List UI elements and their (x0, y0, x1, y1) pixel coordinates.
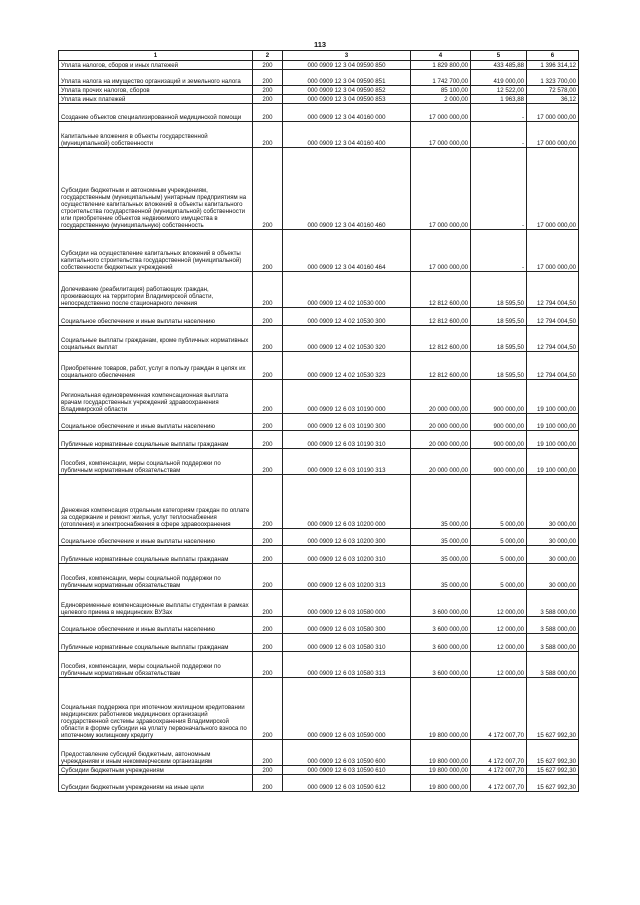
row-approved-amount: 12 812 600,00 (411, 352, 471, 380)
row-admin-code: 200 (253, 230, 283, 272)
row-budget-code: 000 0909 12 6 03 10580 313 (283, 652, 411, 678)
row-budget-code: 000 0909 12 6 03 10200 000 (283, 475, 411, 529)
table-row (59, 546, 579, 564)
table-row (59, 564, 579, 590)
row-executed-amount: 5 000,00 (471, 546, 527, 564)
row-executed-amount: - (471, 230, 527, 272)
row-budget-code: 000 0909 12 3 04 09590 853 (283, 95, 411, 104)
row-executed-amount: - (471, 104, 527, 122)
row-name: Социальное обеспечение и иные выплаты населению (59, 308, 253, 326)
row-unexecuted-amount: 30 000,00 (527, 564, 579, 590)
row-budget-code: 000 0909 12 6 03 10190 310 (283, 431, 411, 449)
row-unexecuted-amount: 3 588 000,00 (527, 634, 579, 652)
row-budget-code: 000 0909 12 6 03 10590 600 (283, 740, 411, 766)
row-budget-code: 000 0909 12 6 03 10190 000 (283, 380, 411, 414)
row-unexecuted-amount: 19 100 000,00 (527, 449, 579, 475)
row-admin-code: 200 (253, 95, 283, 104)
table-row (59, 529, 579, 546)
table-row (59, 86, 579, 95)
row-name: Пособия, компенсации, меры социальной поддержки по публичным нормативным обязательствам (59, 449, 253, 475)
row-approved-amount: 1 742 700,00 (411, 70, 471, 86)
row-admin-code: 200 (253, 564, 283, 590)
row-admin-code: 200 (253, 678, 283, 740)
row-name: Субсидии бюджетным учреждениям на иные цели (59, 775, 253, 792)
row-executed-amount: 4 172 007,70 (471, 775, 527, 792)
row-approved-amount: 12 812 600,00 (411, 308, 471, 326)
row-unexecuted-amount: 1 323 700,00 (527, 70, 579, 86)
table-row (59, 431, 579, 449)
table-row (59, 326, 579, 352)
row-unexecuted-amount: 1 396 314,12 (527, 61, 579, 70)
table-row (59, 148, 579, 230)
table-row (59, 414, 579, 431)
row-approved-amount: 2 000,00 (411, 95, 471, 104)
row-executed-amount: 12 000,00 (471, 617, 527, 634)
table-row (59, 590, 579, 617)
row-approved-amount: 85 100,00 (411, 86, 471, 95)
row-approved-amount: 19 800 000,00 (411, 740, 471, 766)
row-approved-amount: 20 000 000,00 (411, 414, 471, 431)
row-admin-code: 200 (253, 380, 283, 414)
row-executed-amount: 433 485,88 (471, 61, 527, 70)
column-header: 2 (253, 51, 283, 61)
row-name: Социальная поддержка при ипотечном жилищном кредитовании медицинских работников медицинских организаций государственной системы здравоохранения Владимирской области в форме субсидии на уплату первоначального взноса по ипотечному жилищному кредиту (59, 678, 253, 740)
row-name: Публичные нормативные социальные выплаты гражданам (59, 546, 253, 564)
row-executed-amount: 12 000,00 (471, 590, 527, 617)
row-admin-code: 200 (253, 326, 283, 352)
row-approved-amount: 1 829 800,00 (411, 61, 471, 70)
row-unexecuted-amount: 30 000,00 (527, 529, 579, 546)
row-approved-amount: 35 000,00 (411, 475, 471, 529)
row-name: Единовременные компенсационные выплаты студентам в рамках целевого приема в медицинских ВУЗах (59, 590, 253, 617)
row-unexecuted-amount: 15 627 992,30 (527, 775, 579, 792)
row-budget-code: 000 0909 12 6 03 10200 310 (283, 546, 411, 564)
row-budget-code: 000 0909 12 3 04 09590 850 (283, 61, 411, 70)
row-unexecuted-amount: 3 588 000,00 (527, 617, 579, 634)
row-approved-amount: 19 800 000,00 (411, 678, 471, 740)
table-row (59, 380, 579, 414)
row-name: Уплата налога на имущество организаций и земельного налога (59, 70, 253, 86)
row-approved-amount: 20 000 000,00 (411, 380, 471, 414)
row-unexecuted-amount: 15 627 992,30 (527, 766, 579, 775)
row-executed-amount: 18 595,50 (471, 308, 527, 326)
row-unexecuted-amount: 15 627 992,30 (527, 678, 579, 740)
table-row (59, 352, 579, 380)
row-admin-code: 200 (253, 766, 283, 775)
table-row (59, 61, 579, 70)
row-name: Социальное обеспечение и иные выплаты населению (59, 529, 253, 546)
row-admin-code: 200 (253, 775, 283, 792)
row-executed-amount: 5 000,00 (471, 475, 527, 529)
row-approved-amount: 20 000 000,00 (411, 449, 471, 475)
row-budget-code: 000 0909 12 6 03 10190 313 (283, 449, 411, 475)
row-unexecuted-amount: 15 627 992,30 (527, 740, 579, 766)
row-budget-code: 000 0909 12 4 02 10530 300 (283, 308, 411, 326)
row-name: Приобретение товаров, работ, услуг в пользу граждан в целях их социального обеспечения (59, 352, 253, 380)
row-admin-code: 200 (253, 617, 283, 634)
table-row (59, 70, 579, 86)
row-admin-code: 200 (253, 272, 283, 308)
row-approved-amount: 35 000,00 (411, 564, 471, 590)
row-budget-code: 000 0909 12 3 04 40160 460 (283, 148, 411, 230)
row-executed-amount: 4 172 007,70 (471, 678, 527, 740)
row-unexecuted-amount: 12 794 004,50 (527, 352, 579, 380)
row-name: Социальное обеспечение и иные выплаты населению (59, 617, 253, 634)
row-approved-amount: 17 000 000,00 (411, 104, 471, 122)
row-admin-code: 200 (253, 70, 283, 86)
column-header: 3 (283, 51, 411, 61)
row-approved-amount: 12 812 600,00 (411, 326, 471, 352)
row-name: Капитальные вложения в объекты государственной (муниципальной) собственности (59, 122, 253, 148)
row-approved-amount: 3 600 000,00 (411, 590, 471, 617)
row-executed-amount: 12 522,00 (471, 86, 527, 95)
row-budget-code: 000 0909 12 3 04 40160 464 (283, 230, 411, 272)
row-executed-amount: 12 000,00 (471, 634, 527, 652)
row-budget-code: 000 0909 12 3 04 40160 400 (283, 122, 411, 148)
table-row (59, 95, 579, 104)
row-approved-amount: 3 600 000,00 (411, 652, 471, 678)
row-approved-amount: 12 812 600,00 (411, 272, 471, 308)
row-unexecuted-amount: 17 000 000,00 (527, 230, 579, 272)
row-approved-amount: 35 000,00 (411, 529, 471, 546)
row-name: Уплата иных платежей (59, 95, 253, 104)
row-name: Уплата налогов, сборов и иных платежей (59, 61, 253, 70)
table-row (59, 475, 579, 529)
row-executed-amount: 12 000,00 (471, 652, 527, 678)
row-unexecuted-amount: 30 000,00 (527, 475, 579, 529)
row-approved-amount: 35 000,00 (411, 546, 471, 564)
row-budget-code: 000 0909 12 6 03 10590 610 (283, 766, 411, 775)
row-executed-amount: 900 000,00 (471, 380, 527, 414)
row-unexecuted-amount: 19 100 000,00 (527, 431, 579, 449)
row-executed-amount: 4 172 007,70 (471, 766, 527, 775)
page-number: 113 (313, 40, 327, 49)
row-approved-amount: 3 600 000,00 (411, 617, 471, 634)
row-name: Публичные нормативные социальные выплаты гражданам (59, 634, 253, 652)
row-budget-code: 000 0909 12 4 02 10530 000 (283, 272, 411, 308)
row-name: Социальные выплаты гражданам, кроме публичных нормативных социальных выплат (59, 326, 253, 352)
row-unexecuted-amount: 12 794 004,50 (527, 272, 579, 308)
row-executed-amount: 18 595,50 (471, 326, 527, 352)
row-executed-amount: 18 595,50 (471, 352, 527, 380)
row-name: Пособия, компенсации, меры социальной поддержки по публичным нормативным обязательствам (59, 652, 253, 678)
column-header: 1 (59, 51, 253, 61)
row-executed-amount: 18 595,50 (471, 272, 527, 308)
table-row (59, 634, 579, 652)
table-row (59, 766, 579, 775)
row-executed-amount: 900 000,00 (471, 431, 527, 449)
budget-table (58, 50, 579, 792)
row-approved-amount: 19 800 000,00 (411, 775, 471, 792)
row-executed-amount: 4 172 007,70 (471, 740, 527, 766)
row-unexecuted-amount: 3 588 000,00 (527, 652, 579, 678)
row-unexecuted-amount: 17 000 000,00 (527, 122, 579, 148)
row-admin-code: 200 (253, 104, 283, 122)
table-row (59, 449, 579, 475)
row-admin-code: 200 (253, 61, 283, 70)
row-admin-code: 200 (253, 740, 283, 766)
row-name: Предоставление субсидий бюджетным, автономным учреждениям и иным некоммерческим организациям (59, 740, 253, 766)
row-admin-code: 200 (253, 449, 283, 475)
row-name: Субсидии бюджетным учреждениям (59, 766, 253, 775)
row-approved-amount: 17 000 000,00 (411, 148, 471, 230)
column-number-row (59, 51, 579, 61)
row-name: Уплата прочих налогов, сборов (59, 86, 253, 95)
row-budget-code: 000 0909 12 6 03 10580 000 (283, 590, 411, 617)
table-row (59, 230, 579, 272)
table-row (59, 652, 579, 678)
row-unexecuted-amount: 30 000,00 (527, 546, 579, 564)
row-name: Социальное обеспечение и иные выплаты населению (59, 414, 253, 431)
row-budget-code: 000 0909 12 6 03 10580 300 (283, 617, 411, 634)
row-unexecuted-amount: 17 000 000,00 (527, 104, 579, 122)
table-row (59, 775, 579, 792)
row-executed-amount: - (471, 148, 527, 230)
row-admin-code: 200 (253, 352, 283, 380)
row-budget-code: 000 0909 12 3 04 09590 852 (283, 86, 411, 95)
row-budget-code: 000 0909 12 4 02 10530 320 (283, 326, 411, 352)
row-admin-code: 200 (253, 86, 283, 95)
row-approved-amount: 3 600 000,00 (411, 634, 471, 652)
row-budget-code: 000 0909 12 6 03 10200 313 (283, 564, 411, 590)
row-name: Региональная единовременная компенсационная выплата врачам государственных учреждений здравоохранения Владимирской области (59, 380, 253, 414)
table-row (59, 740, 579, 766)
row-unexecuted-amount: 12 794 004,50 (527, 308, 579, 326)
row-executed-amount: 900 000,00 (471, 449, 527, 475)
row-name: Денежная компенсация отдельным категориям граждан по оплате за содержание и ремонт жилья, услуг теплоснабжения (отопления) и электроснабжения в сфере здравоохранения (59, 475, 253, 529)
table-row (59, 617, 579, 634)
row-unexecuted-amount: 3 588 000,00 (527, 590, 579, 617)
row-name: Субсидии бюджетным и автономным учреждениям, государственным (муниципальным) унитарным предприятиям на осуществление капитальных вложений в объекты капитального строительства государственной (муниципальной) собственности или приобретение объектов недвижимого имущества в государственную (муниципальную) собственность (59, 148, 253, 230)
row-budget-code: 000 0909 12 6 03 10200 300 (283, 529, 411, 546)
row-budget-code: 000 0909 12 3 04 09590 851 (283, 70, 411, 86)
row-unexecuted-amount: 19 100 000,00 (527, 380, 579, 414)
row-admin-code: 200 (253, 634, 283, 652)
row-budget-code: 000 0909 12 6 03 10190 300 (283, 414, 411, 431)
row-executed-amount: 5 000,00 (471, 529, 527, 546)
table-row (59, 272, 579, 308)
row-admin-code: 200 (253, 431, 283, 449)
row-unexecuted-amount: 12 794 004,50 (527, 326, 579, 352)
table-row (59, 678, 579, 740)
row-name: Долечивание (реабилитация) работающих граждан, проживающих на территории Владимирской области, непосредственно после стационарного лечения (59, 272, 253, 308)
row-admin-code: 200 (253, 308, 283, 326)
row-budget-code: 000 0909 12 6 03 10590 000 (283, 678, 411, 740)
row-executed-amount: 1 963,88 (471, 95, 527, 104)
row-executed-amount: 900 000,00 (471, 414, 527, 431)
row-admin-code: 200 (253, 414, 283, 431)
table-row (59, 104, 579, 122)
row-admin-code: 200 (253, 122, 283, 148)
row-admin-code: 200 (253, 546, 283, 564)
row-admin-code: 200 (253, 529, 283, 546)
row-approved-amount: 17 000 000,00 (411, 230, 471, 272)
row-admin-code: 200 (253, 590, 283, 617)
row-unexecuted-amount: 36,12 (527, 95, 579, 104)
row-approved-amount: 17 000 000,00 (411, 122, 471, 148)
column-header: 6 (527, 51, 579, 61)
row-budget-code: 000 0909 12 6 03 10590 612 (283, 775, 411, 792)
row-unexecuted-amount: 19 100 000,00 (527, 414, 579, 431)
row-executed-amount: - (471, 122, 527, 148)
row-executed-amount: 419 000,00 (471, 70, 527, 86)
table-row (59, 122, 579, 148)
column-header: 5 (471, 51, 527, 61)
row-name: Субсидии на осуществление капитальных вложений в объекты капитального строительства государственной (муниципальной) собственности бюджетных учреждений (59, 230, 253, 272)
row-admin-code: 200 (253, 148, 283, 230)
row-admin-code: 200 (253, 652, 283, 678)
row-approved-amount: 19 800 000,00 (411, 766, 471, 775)
row-name: Публичные нормативные социальные выплаты гражданам (59, 431, 253, 449)
row-budget-code: 000 0909 12 4 02 10530 323 (283, 352, 411, 380)
row-admin-code: 200 (253, 475, 283, 529)
table-row (59, 308, 579, 326)
row-unexecuted-amount: 72 578,00 (527, 86, 579, 95)
row-name: Создание объектов специализированной медицинской помощи (59, 104, 253, 122)
table-body (59, 61, 579, 792)
row-executed-amount: 5 000,00 (471, 564, 527, 590)
row-budget-code: 000 0909 12 6 03 10580 310 (283, 634, 411, 652)
column-header: 4 (411, 51, 471, 61)
row-budget-code: 000 0909 12 3 04 40160 000 (283, 104, 411, 122)
row-name: Пособия, компенсации, меры социальной поддержки по публичным нормативным обязательствам (59, 564, 253, 590)
row-unexecuted-amount: 17 000 000,00 (527, 148, 579, 230)
row-approved-amount: 20 000 000,00 (411, 431, 471, 449)
